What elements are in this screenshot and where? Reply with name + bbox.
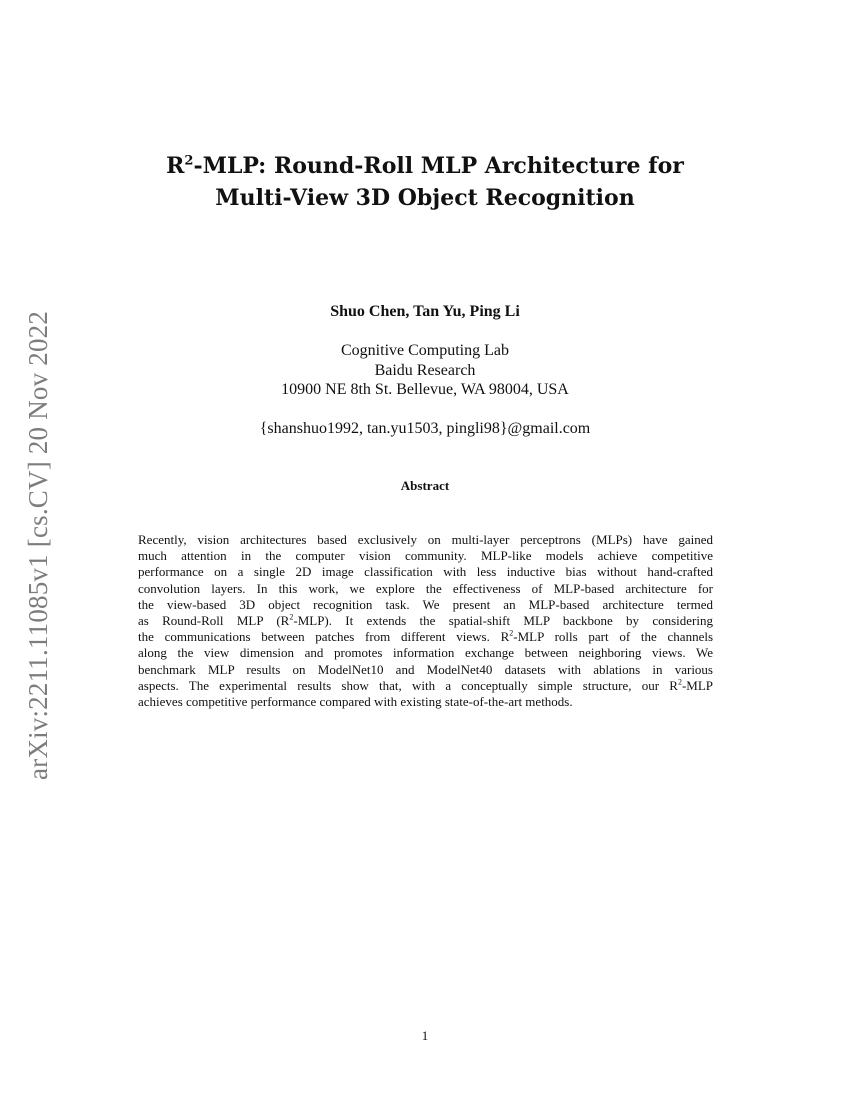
affiliation-block (100, 341, 750, 400)
affiliation-address: 10900 NE 8th St. Bellevue, WA 98004, USA (281, 381, 569, 398)
abstract-line: much attention in the computer vision community. MLP-like models achieve competitive (138, 548, 713, 564)
abstract-text: -MLP). It extends the spatial-shift MLP backbone by considering (293, 613, 713, 629)
affiliation-lab: Cognitive Computing Lab (341, 342, 509, 359)
title-line-1-rest: -MLP: Round-Roll MLP Architecture for (193, 153, 684, 179)
abstract-text: the communications between patches from different views. R (138, 629, 510, 645)
abstract-line (138, 629, 713, 645)
abstract-superscript: 2 (289, 613, 294, 622)
abstract-body (138, 532, 713, 710)
abstract-line: Recently, vision architectures based exclusively on multi-layer perceptrons (MLPs) have gained (138, 532, 713, 547)
abstract-heading: Abstract (400, 478, 450, 493)
author-emails: {shanshuo1992, tan.yu1503, pingli98}@gmail.com (259, 420, 591, 437)
page-number: 1 (421, 1028, 429, 1043)
abstract-line: convolution layers. In this work, we explore the effectiveness of MLP-based architecture for (138, 580, 713, 596)
abstract-line: performance on a single 2D image classification with less inductive bias without hand-crafted (138, 564, 713, 580)
abstract-line (138, 678, 713, 694)
title-line-2: Multi-View 3D Object Recognition (215, 185, 635, 211)
title-line-1 (100, 150, 750, 182)
arxiv-identifier-text: arXiv:2211.11085v1 [cs.CV] 20 Nov 2022 (23, 310, 53, 780)
abstract-text: -MLP (681, 677, 713, 693)
affiliation-org: Baidu Research (374, 361, 476, 379)
title-r: R (166, 153, 185, 179)
abstract-line: the view-based 3D object recognition task. We present an MLP-based architecture termed (138, 596, 713, 612)
abstract-text: -MLP rolls part of the channels (513, 629, 713, 645)
abstract-line: benchmark MLP results on ModelNet10 and ModelNet40 datasets with ablations in various (138, 661, 713, 677)
paper-title (100, 150, 750, 214)
arxiv-identifier-stamp (18, 286, 58, 780)
abstract-line (138, 613, 713, 629)
abstract-line: along the view dimension and promotes information exchange between neighboring views. We (138, 645, 713, 661)
title-superscript: 2 (184, 153, 194, 169)
abstract-line: achieves competitive performance compared with existing state-of-the-art methods. (138, 694, 573, 710)
abstract-text: as Round-Roll MLP (R (138, 613, 290, 629)
abstract-superscript: 2 (677, 677, 682, 687)
abstract-text: aspects. The experimental results show that, with a conceptually simple structure, our R (138, 677, 678, 693)
abstract-superscript: 2 (509, 629, 514, 638)
author-list: Shuo Chen, Tan Yu, Ping Li (330, 303, 520, 320)
